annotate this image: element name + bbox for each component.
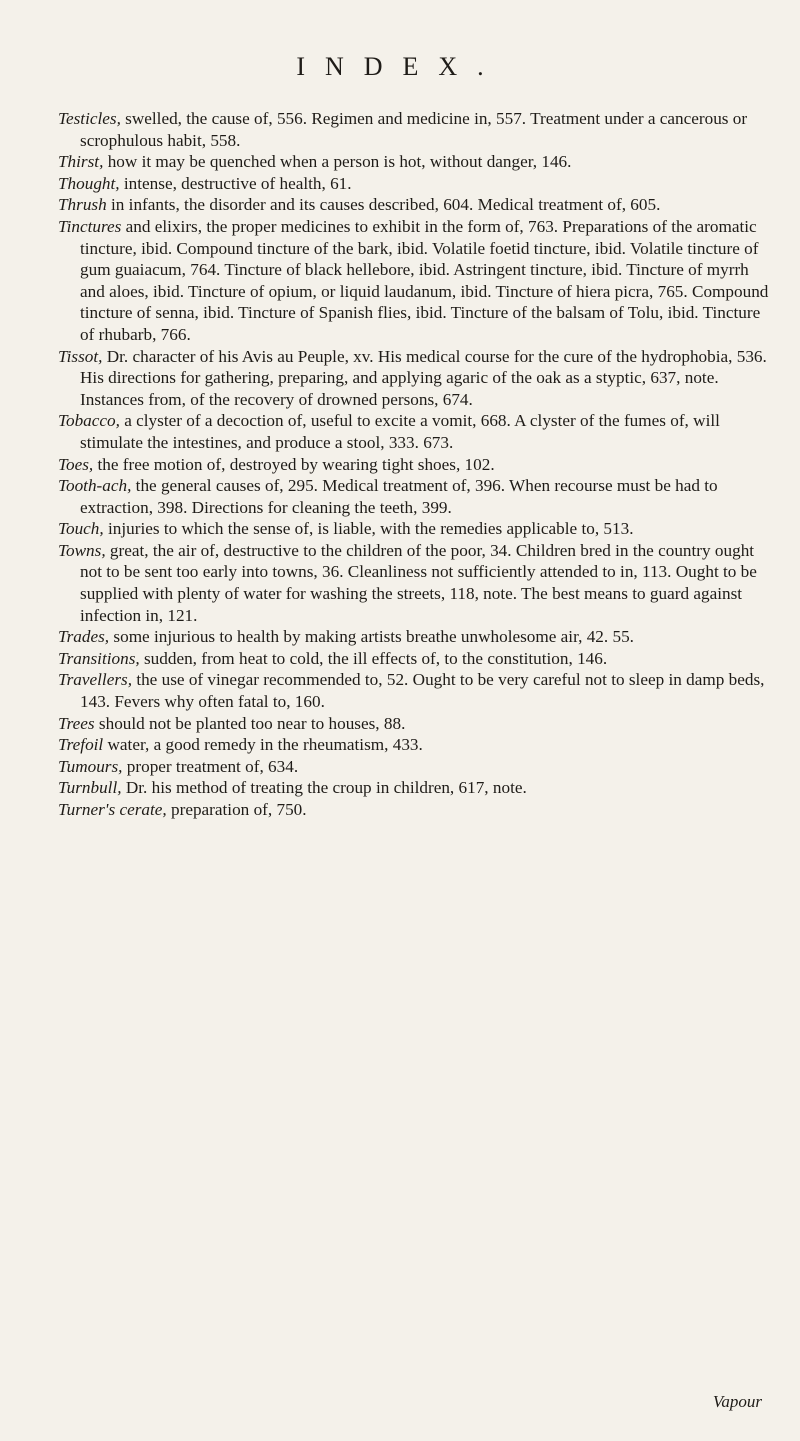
index-entry [58, 626, 770, 648]
entry-text: swelled, the cause of, 556. Regimen and medicine in, 557. Treatment under a cancerous or scrophulous habit, 558. [80, 109, 748, 150]
index-entry [58, 454, 770, 476]
entry-head: Trades, [58, 627, 110, 647]
entry-text: some injurious to health by making artists breathe unwholesome air, 42. 55. [109, 627, 634, 647]
entry-head: Tissot, [58, 346, 103, 366]
entry-text: and elixirs, the proper medicines to exhibit in the form of, 763. Preparations of the aromatic tincture, ibid. Compound tincture of the bark, ibid. Volatile foetid tincture, ibid. Volatile tincture of gum guaiacum, 764. Tincture of black hellebore, ibid. Astringent tincture, ibid. Tincture of myrrh and aloes, ibid. Tincture of opium, or liquid laudanum, ibid. Tincture of hiera picra, 765. Compound tincture of senna, ibid. Tincture of Spanish flies, ibid. Tincture of the balsam of Tolu, ibid. Tincture of rhubarb, 766. [80, 216, 769, 344]
entry-text: how it may be quenched when a person is hot, without danger, 146. [103, 152, 572, 172]
entry-text: sudden, from heat to cold, the ill effects of, to the constitution, 146. [139, 648, 608, 668]
entry-text: Dr. his method of treating the croup in children, 617, note. [121, 778, 527, 798]
entry-head: Turner's cerate, [58, 800, 167, 819]
entry-head: Toes, [58, 454, 94, 474]
index-entry [58, 475, 770, 518]
index-entry [58, 540, 770, 626]
entry-head: Tobacco, [58, 411, 120, 431]
entry-head: Thrush [58, 195, 107, 215]
index-entry [58, 410, 770, 453]
entry-head: Tumours, [58, 756, 123, 776]
entry-text: intense, destructive of health, 61. [119, 173, 352, 193]
entry-head: Tinctures [58, 216, 122, 236]
entry-text: proper treatment of, 634. [122, 756, 299, 776]
index-entry [58, 799, 770, 821]
entry-text: the general causes of, 295. Medical treatment of, 396. When recourse must be had to extraction, 398. Directions for cleaning the teeth, 399. [80, 476, 718, 517]
entry-head: Thirst, [58, 152, 104, 172]
entry-text: injuries to which the sense of, is liable, with the remedies applicable to, 513. [103, 519, 634, 539]
entry-text: great, the air of, destructive to the children of the poor, 34. Children bred in the country ought not to be sent too early into towns, 36. Cleanliness not sufficiently attended to in, 113. Ought to be supplied with plenty of water for washing the streets, 118, note. The best means to guard against infection in, 121. [80, 540, 757, 625]
entry-head: Tooth-ach, [58, 476, 132, 496]
index-entry [58, 734, 770, 756]
index-entry [58, 713, 770, 735]
index-entry [58, 108, 770, 151]
entry-text: the free motion of, destroyed by wearing tight shoes, 102. [93, 454, 495, 474]
entry-text: in infants, the disorder and its causes described, 604. Medical treatment of, 605. [106, 195, 661, 215]
index-entry [58, 648, 770, 670]
entry-head: Towns, [58, 540, 106, 560]
index-entry [58, 518, 770, 540]
entry-head: Transitions, [58, 648, 140, 668]
entry-text: preparation of, 750. [166, 800, 307, 819]
entry-text: the use of vinegar recommended to, 52. Ought to be very careful not to sleep in damp beds, 143. Fevers why often fatal to, 160. [80, 670, 765, 712]
index-entry [58, 777, 770, 799]
index-entries [58, 108, 770, 821]
entry-head: Touch, [58, 519, 104, 539]
entry-text: water, a good remedy in the rheumatism, 433. [103, 735, 423, 755]
entry-head: Travellers, [58, 670, 133, 690]
index-entry [58, 216, 770, 346]
entry-head: Trefoil [58, 735, 104, 755]
index-entry [58, 346, 770, 411]
entry-text: should not be planted too near to houses, 88. [94, 713, 406, 733]
entry-text: a clyster of a decoction of, useful to excite a vomit, 668. A clyster of the fumes of, will stimulate the intestines, and produce a stool, 333. 673. [80, 411, 720, 452]
entry-head: Thought, [58, 173, 120, 193]
entry-text: Dr. character of his Avis au Peuple, xv. His medical course for the cure of the hydrophobia, 536. His directions for gathering, preparing, and applying agaric of the oak as a styptic, 637, note. Instances from, of the recovery of drowned persons, 674. [80, 346, 767, 409]
page-header: INDEX. [296, 52, 504, 81]
catchword: Vapour [712, 1392, 762, 1411]
entry-head: Turnbull, [58, 778, 122, 798]
entry-head: Testicles, [58, 109, 121, 128]
entry-head: Trees [58, 713, 95, 733]
index-entry [58, 194, 770, 216]
index-entry [58, 173, 770, 195]
index-entry [58, 669, 770, 712]
index-entry [58, 756, 770, 778]
index-entry [58, 151, 770, 173]
